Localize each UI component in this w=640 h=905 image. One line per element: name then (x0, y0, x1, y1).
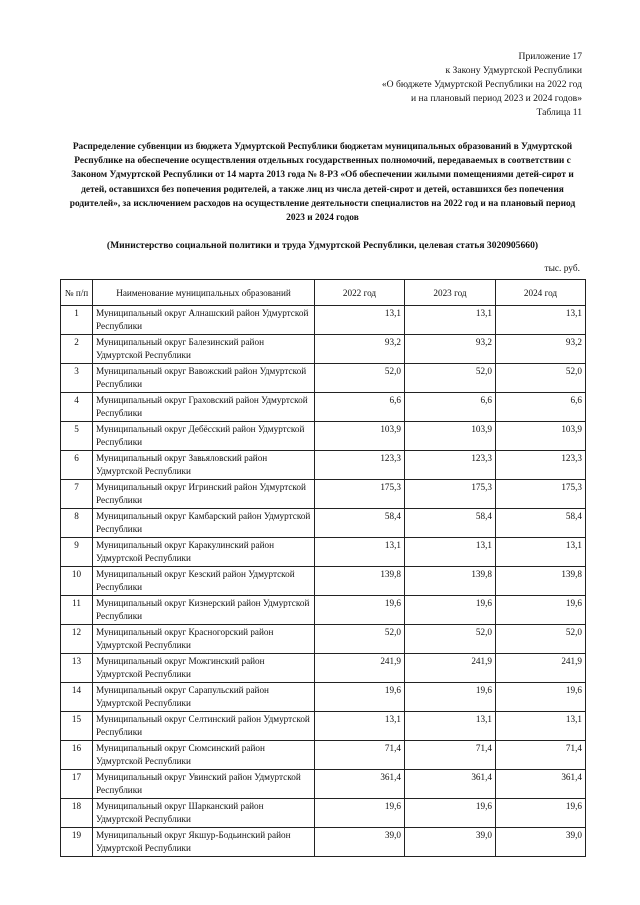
table-row (61, 306, 586, 335)
municipality-name: Муниципальный округ Увинский район Удмуртской Республики (93, 770, 315, 799)
municipality-name: Муниципальный округ Дебёсский район Удмуртской Республики (93, 422, 315, 451)
table-row (61, 364, 586, 393)
table-row (61, 509, 586, 538)
municipality-name: Муниципальный округ Каракулинский район Удмуртской Республики (93, 538, 315, 567)
value-2022: 103,9 (315, 422, 405, 451)
value-2023: 58,4 (405, 509, 496, 538)
value-2022: 13,1 (315, 538, 405, 567)
header-name: Наименование муниципальных образований (93, 280, 315, 306)
value-2024: 58,4 (496, 509, 586, 538)
appendix-law-title: «О бюджете Удмуртской Республики на 2022 год (381, 79, 582, 90)
value-2022: 39,0 (315, 828, 405, 857)
value-2023: 175,3 (405, 480, 496, 509)
value-2022: 175,3 (315, 480, 405, 509)
value-2022: 13,1 (315, 306, 405, 335)
row-number: 15 (61, 712, 93, 741)
appendix-law-reference: к Закону Удмуртской Республики (445, 65, 582, 76)
value-2024: 71,4 (496, 741, 586, 770)
table-row (61, 712, 586, 741)
header-2022: 2022 год (315, 280, 405, 306)
municipality-name: Муниципальный округ Алнашский район Удмуртской Республики (93, 306, 315, 335)
value-2023: 139,8 (405, 567, 496, 596)
value-2024: 52,0 (496, 364, 586, 393)
table-row (61, 335, 586, 364)
value-2023: 52,0 (405, 625, 496, 654)
header-2024: 2024 год (496, 280, 586, 306)
value-2022: 361,4 (315, 770, 405, 799)
appendix-header (262, 50, 582, 120)
row-number: 9 (61, 538, 93, 567)
row-number: 19 (61, 828, 93, 857)
value-2024: 123,3 (496, 451, 586, 480)
value-2023: 123,3 (405, 451, 496, 480)
row-number: 3 (61, 364, 93, 393)
row-number: 2 (61, 335, 93, 364)
municipality-name: Муниципальный округ Шарканский район Удмуртской Республики (93, 799, 315, 828)
value-2022: 52,0 (315, 625, 405, 654)
municipality-name: Муниципальный округ Селтинский район Удмуртской Республики (93, 712, 315, 741)
table-row (61, 770, 586, 799)
table-number-label: Таблица 11 (536, 107, 582, 118)
value-2023: 39,0 (405, 828, 496, 857)
value-2024: 103,9 (496, 422, 586, 451)
row-number: 14 (61, 683, 93, 712)
value-2022: 19,6 (315, 683, 405, 712)
ministry-subtitle: (Министерство социальной политики и труда Удмуртской Республики, целевая статья 3020905660) (106, 240, 539, 251)
row-number: 10 (61, 567, 93, 596)
value-2022: 19,6 (315, 799, 405, 828)
table-body (61, 306, 586, 857)
value-2024: 241,9 (496, 654, 586, 683)
value-2023: 13,1 (405, 712, 496, 741)
value-2023: 103,9 (405, 422, 496, 451)
value-2022: 241,9 (315, 654, 405, 683)
table-row (61, 422, 586, 451)
value-2024: 93,2 (496, 335, 586, 364)
municipality-name: Муниципальный округ Балезинский район Удмуртской Республики (93, 335, 315, 364)
value-2022: 13,1 (315, 712, 405, 741)
appendix-number: Приложение 17 (518, 51, 582, 62)
value-2022: 71,4 (315, 741, 405, 770)
municipality-name: Муниципальный округ Сюмсинский район Удмуртской Республики (93, 741, 315, 770)
value-2024: 19,6 (496, 596, 586, 625)
value-2022: 52,0 (315, 364, 405, 393)
value-2023: 361,4 (405, 770, 496, 799)
header-2023: 2023 год (405, 280, 496, 306)
table-row (61, 625, 586, 654)
municipality-name: Муниципальный округ Якшур-Бодьинский район Удмуртской Республики (93, 828, 315, 857)
value-2022: 58,4 (315, 509, 405, 538)
value-2023: 71,4 (405, 741, 496, 770)
municipality-name: Муниципальный округ Камбарский район Удмуртской Республики (93, 509, 315, 538)
value-2023: 13,1 (405, 306, 496, 335)
municipality-name: Муниципальный округ Кизнерский район Удмуртской Республики (93, 596, 315, 625)
value-2023: 19,6 (405, 799, 496, 828)
municipality-name: Муниципальный округ Можгинский район Удмуртской Республики (93, 654, 315, 683)
row-number: 4 (61, 393, 93, 422)
value-2022: 139,8 (315, 567, 405, 596)
row-number: 5 (61, 422, 93, 451)
municipality-name: Муниципальный округ Кезский район Удмуртской Республики (93, 567, 315, 596)
row-number: 17 (61, 770, 93, 799)
appendix-law-period: и на плановый период 2023 и 2024 годов» (411, 93, 582, 104)
value-2023: 93,2 (405, 335, 496, 364)
municipality-name: Муниципальный округ Завьяловский район Удмуртской Республики (93, 451, 315, 480)
value-2023: 241,9 (405, 654, 496, 683)
value-2023: 6,6 (405, 393, 496, 422)
table-row (61, 683, 586, 712)
value-2024: 39,0 (496, 828, 586, 857)
value-2022: 123,3 (315, 451, 405, 480)
value-2024: 13,1 (496, 538, 586, 567)
document-title: Распределение субвенции из бюджета Удмуртской Республики бюджетам муниципальных образований в Удмуртской Республике на обеспечение осуществления отдельных государственных полномочий, передаваемых в соответствии с Законом Удмуртской Республики от 14 марта 2013 года № 8-РЗ «Об обеспечении жилыми помещениями детей-сирот и детей, оставшихся без попечения родителей, а также лиц из числа детей-сирот и детей, оставшихся без попечения родителей», за исключением расходов на осуществление деятельности специалистов на 2022 год и на плановый период 2023 и 2024 годов (69, 142, 576, 224)
table-row (61, 567, 586, 596)
value-2024: 13,1 (496, 712, 586, 741)
municipality-name: Муниципальный округ Граховский район Удмуртской Республики (93, 393, 315, 422)
value-2024: 13,1 (496, 306, 586, 335)
value-2024: 175,3 (496, 480, 586, 509)
value-2024: 19,6 (496, 799, 586, 828)
table-row (61, 538, 586, 567)
table-row (61, 393, 586, 422)
value-2024: 19,6 (496, 683, 586, 712)
table-row (61, 741, 586, 770)
municipality-name: Муниципальный округ Игринский район Удмуртской Республики (93, 480, 315, 509)
value-2023: 19,6 (405, 683, 496, 712)
row-number: 6 (61, 451, 93, 480)
row-number: 16 (61, 741, 93, 770)
value-2022: 6,6 (315, 393, 405, 422)
row-number: 11 (61, 596, 93, 625)
units-label: тыс. руб. (544, 264, 580, 274)
table-header-row (61, 280, 586, 306)
value-2024: 52,0 (496, 625, 586, 654)
header-number: № п/п (61, 280, 93, 306)
value-2023: 13,1 (405, 538, 496, 567)
row-number: 1 (61, 306, 93, 335)
table-row (61, 654, 586, 683)
municipality-name: Муниципальный округ Красногорский район Удмуртской Республики (93, 625, 315, 654)
value-2024: 361,4 (496, 770, 586, 799)
value-2022: 93,2 (315, 335, 405, 364)
table-row (61, 451, 586, 480)
value-2024: 6,6 (496, 393, 586, 422)
value-2023: 19,6 (405, 596, 496, 625)
row-number: 7 (61, 480, 93, 509)
row-number: 13 (61, 654, 93, 683)
table-row (61, 828, 586, 857)
municipality-name: Муниципальный округ Вавожский район Удмуртской Республики (93, 364, 315, 393)
table-row (61, 480, 586, 509)
value-2023: 52,0 (405, 364, 496, 393)
row-number: 18 (61, 799, 93, 828)
table-row (61, 799, 586, 828)
value-2024: 139,8 (496, 567, 586, 596)
row-number: 12 (61, 625, 93, 654)
subvention-table (60, 279, 586, 857)
table-row (61, 596, 586, 625)
value-2022: 19,6 (315, 596, 405, 625)
row-number: 8 (61, 509, 93, 538)
municipality-name: Муниципальный округ Сарапульский район Удмуртской Республики (93, 683, 315, 712)
